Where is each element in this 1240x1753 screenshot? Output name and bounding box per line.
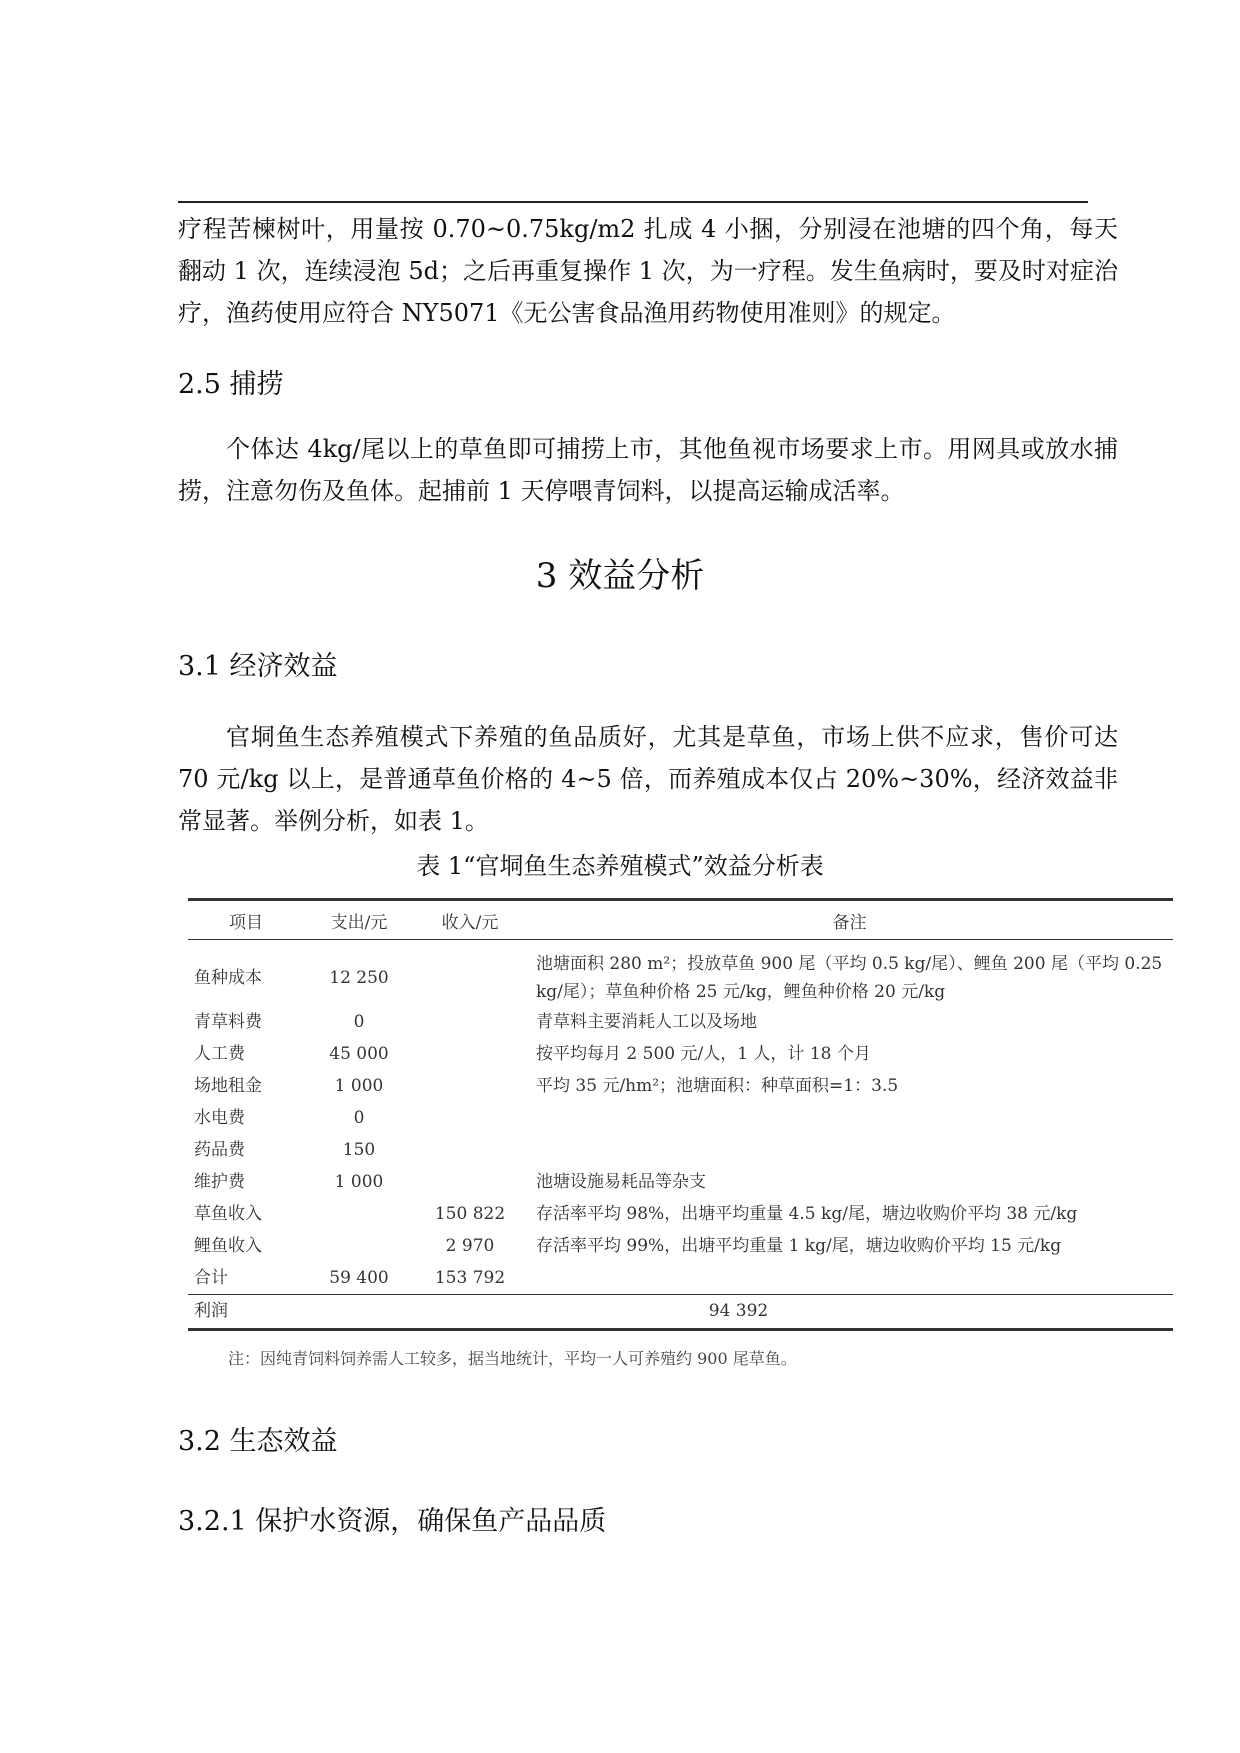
cell-remark: 青草料主要消耗人工以及场地 — [536, 1012, 757, 1032]
cell-expense — [304, 1198, 414, 1230]
header-income: 收入/元 — [441, 912, 499, 933]
table-row — [188, 1070, 1173, 1102]
cell-profit-label: 利润 — [194, 1301, 228, 1321]
cell-expense: 0 — [353, 1012, 365, 1032]
cell-expense: 45 000 — [329, 1044, 389, 1064]
cell-item: 合计 — [194, 1268, 228, 1288]
cell-profit-value: 94 392 — [708, 1301, 769, 1321]
top-divider — [178, 201, 1088, 203]
cell-remark: 池塘设施易耗品等杂支 — [536, 1172, 706, 1192]
table-row — [188, 1038, 1173, 1070]
cell-remark — [526, 1134, 1173, 1166]
cell-remark: 存活率平均 99%，出塘平均重量 1 kg/尾，塘边收购价平均 15 元/kg — [536, 1236, 1062, 1256]
cell-income — [414, 1070, 526, 1102]
cell-remark — [526, 1102, 1173, 1134]
cell-item: 人工费 — [194, 1044, 245, 1064]
table-row — [188, 940, 1173, 1007]
heading-3: 3 效益分析 — [535, 556, 705, 596]
cell-remark — [526, 1262, 1173, 1295]
table-row-total — [188, 1262, 1173, 1295]
cell-income: 153 792 — [434, 1268, 506, 1288]
heading-3-2-1: 3.2.1 保护水资源，确保鱼产品品质 — [178, 1506, 607, 1537]
cell-item: 鱼种成本 — [194, 968, 262, 988]
cell-income: 2 970 — [445, 1236, 495, 1256]
table-caption: 表 1“官垌鱼生态养殖模式”效益分析表 — [416, 852, 824, 880]
benefit-table — [188, 898, 1173, 1331]
heading-2-5: 2.5 捕捞 — [178, 369, 284, 400]
header-expense: 支出/元 — [330, 912, 388, 933]
cell-remark: 按平均每月 2 500 元/人，1 人，计 18 个月 — [536, 1044, 871, 1064]
cell-item: 水电费 — [194, 1108, 245, 1128]
cell-remark: 平均 35 元/hm²；池塘面积：种草面积=1：3.5 — [536, 1076, 899, 1096]
cell-item: 草鱼收入 — [194, 1204, 262, 1224]
table-row — [188, 1134, 1173, 1166]
cell-remark: 存活率平均 98%，出塘平均重量 4.5 kg/尾，塘边收购价平均 38 元/kg — [536, 1204, 1078, 1224]
cell-income — [414, 1102, 526, 1134]
table-row — [188, 1198, 1173, 1230]
cell-expense: 0 — [353, 1108, 365, 1128]
table-row — [188, 1006, 1173, 1038]
cell-income — [414, 940, 526, 1007]
cell-expense: 1 000 — [334, 1076, 384, 1096]
heading-3-1: 3.1 经济效益 — [178, 651, 338, 682]
cell-income — [414, 1038, 526, 1070]
cell-income — [414, 1006, 526, 1038]
table-note: 注：因纯青饲料饲养需人工较多，据当地统计，平均一人可养殖约 900 尾草鱼。 — [228, 1349, 797, 1368]
cell-income: 150 822 — [434, 1204, 506, 1224]
paragraph-harvest: 个体达 4kg/尾以上的草鱼即可捕捞上市，其他鱼视市场要求上市。用网具或放水捕捞，注意勿伤及鱼体。起捕前 1 天停喂青饲料，以提高运输成活率。 — [178, 435, 1118, 505]
header-item: 项目 — [229, 912, 263, 933]
cell-item: 青草料费 — [194, 1012, 262, 1032]
cell-expense: 1 000 — [334, 1172, 384, 1192]
header-remark: 备注 — [832, 912, 867, 933]
benefit-table-container — [188, 898, 1173, 1331]
cell-income — [414, 1166, 526, 1198]
cell-remark: 池塘面积 280 m²；投放草鱼 900 尾（平均 0.5 kg/尾）、鲤鱼 200 尾（平均 0.25 kg/尾）；草鱼种价格 25 元/kg，鲤鱼种价格 20 元/kg — [536, 954, 1163, 1002]
cell-item: 场地租金 — [194, 1076, 262, 1096]
cell-item: 维护费 — [194, 1172, 245, 1192]
cell-item: 药品费 — [194, 1140, 245, 1160]
table-header-row — [188, 900, 1173, 940]
paragraph-treatment: 疗程苦楝树叶，用量按 0.70~0.75kg/m2 扎成 4 小捆，分别浸在池塘的四个角，每天翻动 1 次，连续浸泡 5d；之后再重复操作 1 次，为一疗程。发生鱼病时，要及时对症治疗，渔药使用应符合 NY5071《无公害食品渔用药物使用准则》的规定。 — [178, 215, 1118, 327]
table-row — [188, 1102, 1173, 1134]
cell-expense — [304, 1230, 414, 1262]
table-row-profit — [188, 1295, 1173, 1330]
cell-item: 鲤鱼收入 — [194, 1236, 262, 1256]
cell-income — [414, 1134, 526, 1166]
cell-expense: 150 — [342, 1140, 376, 1160]
heading-3-2: 3.2 生态效益 — [178, 1426, 338, 1457]
cell-expense: 12 250 — [329, 968, 389, 988]
cell-expense: 59 400 — [329, 1268, 389, 1288]
table-row — [188, 1230, 1173, 1262]
table-row — [188, 1166, 1173, 1198]
paragraph-economic: 官垌鱼生态养殖模式下养殖的鱼品质好，尤其是草鱼，市场上供不应求，售价可达 70 元/kg 以上，是普通草鱼价格的 4~5 倍，而养殖成本仅占 20%~30%，经济效益非常显著。举例分析，如表 1。 — [178, 723, 1118, 835]
